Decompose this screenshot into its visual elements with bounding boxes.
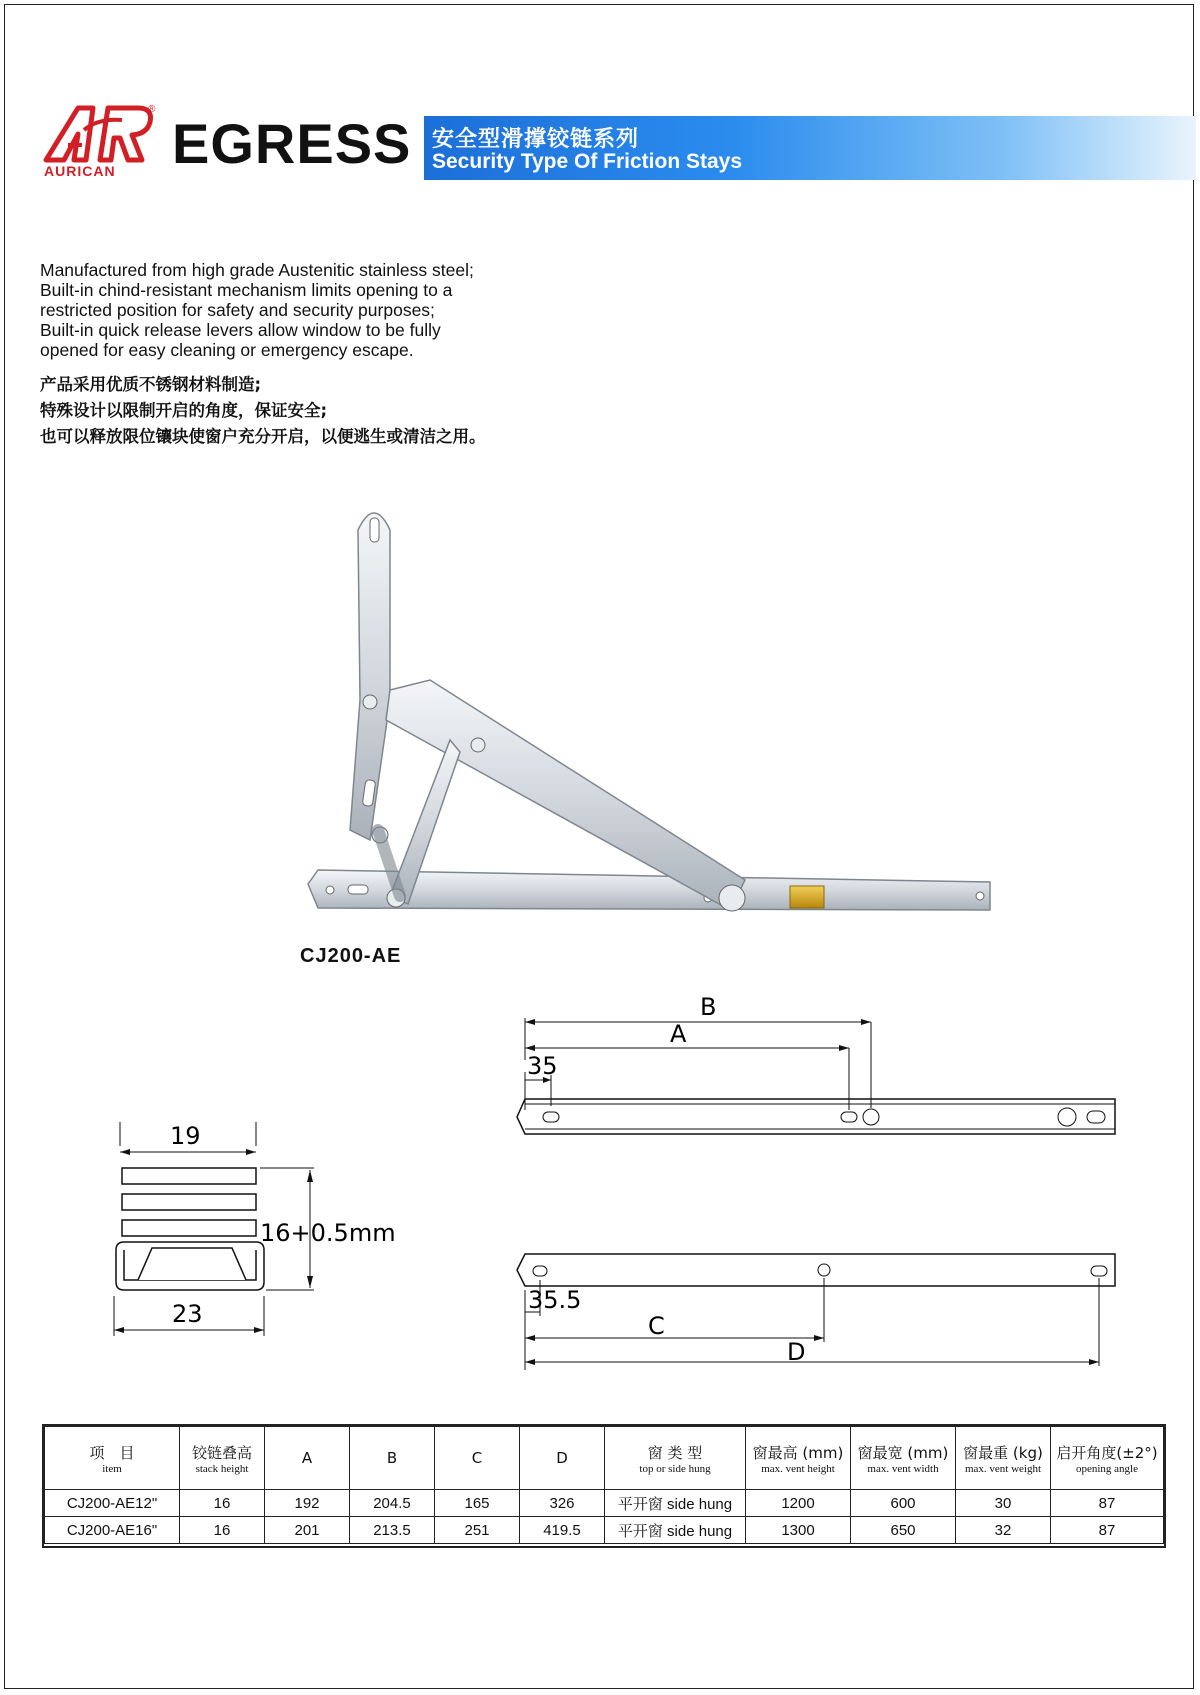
table-cell: 251 [435,1517,520,1544]
header-b: B [350,1427,435,1490]
table-cell: 32 [956,1517,1051,1544]
description-line: restricted position for safety and security purposes; [40,300,435,320]
header-max-weight: 窗最重 (kg) max. vent weight [956,1427,1051,1490]
dimension-a-label: A [670,1020,687,1048]
table-cell: 650 [851,1517,956,1544]
description-line: opened for easy cleaning or emergency escape. [40,340,414,360]
description-line: 特殊设计以限制开启的角度，保证安全; [40,401,328,420]
table-cell: 平开窗 side hung [605,1490,746,1517]
title-chinese: 安全型滑撑铰链系列 [432,127,640,152]
friction-stay-photo [290,500,1010,930]
plan-drawing [515,993,1135,1380]
dimension-d-label: D [787,1338,806,1366]
header-item: 项 目 item [45,1427,180,1490]
table-cell: 201 [265,1517,350,1544]
table-cell: 165 [435,1490,520,1517]
header-window-type: 窗 类 型 top or side hung [605,1427,746,1490]
header-c: C [435,1427,520,1490]
section-top-width-label: 19 [170,1122,201,1150]
table-cell: 192 [265,1490,350,1517]
header-a: A [265,1427,350,1490]
offset-top-label: 35 [527,1052,558,1080]
table-cell: 213.5 [350,1517,435,1544]
table-header-row [45,1427,1164,1490]
description-chinese [40,372,600,450]
table-cell: 16 [180,1517,265,1544]
header-d: D [520,1427,605,1490]
section-bottom-width-label: 23 [172,1300,203,1328]
description-line: Manufactured from high grade Austenitic stainless steel; [40,260,474,280]
table-cell: 204.5 [350,1490,435,1517]
description-line: Built-in quick release levers allow window to be fully [40,320,441,340]
dimension-c-label: C [648,1312,665,1340]
spec-table [44,1426,1164,1544]
description-english [40,260,560,360]
table-cell: 30 [956,1490,1051,1517]
brand-name: AURICAN [44,163,116,179]
table-cell: 16 [180,1490,265,1517]
registered-mark: ® [148,104,156,115]
table-cell: 600 [851,1490,956,1517]
table-row [45,1517,1164,1544]
table-cell: 平开窗 side hung [605,1517,746,1544]
table-cell: 87 [1051,1490,1164,1517]
description-line: 产品采用优质不锈钢材料制造; [40,375,262,394]
product-line-title: EGRESS [172,112,412,175]
dimension-b-label: B [700,993,717,1021]
header-max-height: 窗最高 (mm) max. vent height [746,1427,851,1490]
description-line: 也可以释放限位镶块使窗户充分开启，以便逃生或清洁之用。 [40,427,486,446]
section-drawing [100,1110,400,1360]
table-cell: 326 [520,1490,605,1517]
description-line: Built-in chind-resistant mechanism limits opening to a [40,280,453,300]
table-cell: CJ200-AE12" [45,1490,180,1517]
table-cell: 1200 [746,1490,851,1517]
table-cell: CJ200-AE16" [45,1517,180,1544]
title-english: Security Type Of Friction Stays [432,150,743,173]
table-cell: 87 [1051,1517,1164,1544]
header-stack-height: 铰链叠高 stack height [180,1427,265,1490]
title-band [424,116,1196,180]
table-row [45,1490,1164,1517]
model-label: CJ200-AE [300,945,402,967]
section-stack-label: 16+0.5mm [260,1219,396,1247]
header-opening-angle: 启开角度(±2°) opening angle [1051,1427,1164,1490]
header-max-width: 窗最宽 (mm) max. vent width [851,1427,956,1490]
table-cell: 419.5 [520,1517,605,1544]
table-cell: 1300 [746,1517,851,1544]
offset-bottom-label: 35.5 [528,1286,582,1314]
